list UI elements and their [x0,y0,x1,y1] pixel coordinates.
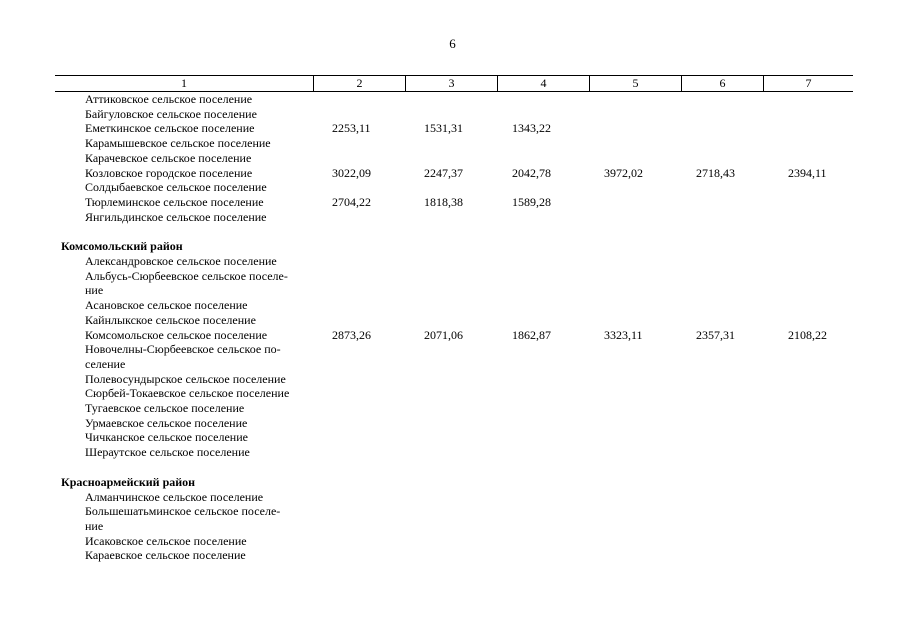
header-col-7: 7 [763,76,853,91]
table-row [55,342,853,357]
header-col-6: 6 [681,76,763,91]
table-row [55,430,853,445]
table-row [55,416,853,431]
value-cell-col-7: 2394,11 [788,165,827,180]
value-cell-col-5: 3323,11 [604,327,643,342]
value-cell-col-4: 2042,78 [512,165,551,180]
table-row [55,151,853,166]
settlement-name: Еметкинское сельское поселение [85,121,255,136]
table-row [55,445,853,460]
value-cell-col-4: 1589,28 [512,194,551,209]
header-col-3: 3 [405,76,497,91]
settlement-name: селение [85,356,126,371]
settlement-name: Александровское сельское поселение [85,254,277,269]
table-row [55,357,853,372]
value-cell-col-3: 2247,37 [424,165,463,180]
table-row [55,283,853,298]
settlement-name: Тюрлеминское сельское поселение [85,194,264,209]
table-row [55,195,853,210]
settlement-name: Тугаевское сельское поселение [85,401,245,416]
table-row [55,313,853,328]
settlement-name: Исаковское сельское поселение [85,533,247,548]
table-body [55,92,853,563]
settlement-name: Новочелны-Сюрбеевское сельское по- [85,342,281,357]
value-cell-col-4: 1343,22 [512,121,551,136]
table-row [55,180,853,195]
table-row [55,504,853,519]
settlement-name: Карамышевское сельское поселение [85,136,271,151]
table-row [55,386,853,401]
settlement-name: Алманчинское сельское поселение [85,489,264,504]
district-row [55,475,853,490]
settlement-name: Чичканское сельское поселение [85,430,248,445]
value-cell-col-7: 2108,22 [788,327,827,342]
value-cell-col-3: 2071,06 [424,327,463,342]
value-cell-col-2: 2873,26 [332,327,371,342]
settlement-name: ние [85,283,104,298]
settlement-name: Шераутское сельское поселение [85,445,250,460]
table-row [55,372,853,387]
header-col-4: 4 [497,76,589,91]
table-row [55,519,853,534]
settlement-name: Большешатьминское сельское поселе- [85,504,281,519]
settlement-name: Альбусь-Сюрбеевское сельское поселе- [85,268,288,283]
header-col-2: 2 [313,76,405,91]
value-cell-col-4: 1862,87 [512,327,551,342]
settlement-name: Байгуловское сельское поселение [85,106,257,121]
header-col-5: 5 [589,76,681,91]
settlement-name: Кайнлыкское сельское поселение [85,312,256,327]
table-row [55,210,853,225]
table-row [55,121,853,136]
value-cell-col-2: 2253,11 [332,121,371,136]
table-header [55,75,853,92]
district-name: Комсомольский район [61,239,183,254]
settlement-name: Полевосундырское сельское поселение [85,371,286,386]
page-number: 6 [449,36,456,51]
table-row [55,328,853,343]
value-cell-col-6: 2718,43 [696,165,735,180]
table-row [55,490,853,505]
settlement-name: Комсомольское сельское поселение [85,327,268,342]
value-cell-col-2: 3022,09 [332,165,371,180]
value-cell-col-5: 3972,02 [604,165,643,180]
table-row [55,254,853,269]
table-row [55,166,853,181]
settlement-name: Янгильдинское сельское поселение [85,209,267,224]
district-name: Красноармейский район [61,474,196,489]
header-col-1: 1 [181,76,187,90]
value-cell-col-3: 1531,31 [424,121,463,136]
settlement-name: Караевское сельское поселение [85,548,246,563]
table-row [55,401,853,416]
settlement-name: Асановское сельское поселение [85,298,248,313]
table-row [55,92,853,107]
table-row [55,107,853,122]
value-cell-col-6: 2357,31 [696,327,735,342]
table-row [55,269,853,284]
settlement-name: Солдыбаевское сельское поселение [85,180,267,195]
table-row [55,298,853,313]
settlement-name: Козловское городское поселение [85,165,253,180]
table-row [55,136,853,151]
value-cell-col-2: 2704,22 [332,194,371,209]
settlement-name: Сюрбей-Токаевское сельское поселение [85,386,290,401]
settlement-name: Урмаевское сельское поселение [85,415,248,430]
settlement-name: Карачевское сельское поселение [85,150,252,165]
table-row [55,534,853,549]
table-row [55,548,853,563]
district-row [55,239,853,254]
settlement-name: Аттиковское сельское поселение [85,92,253,106]
settlement-name: ние [85,518,104,533]
value-cell-col-3: 1818,38 [424,194,463,209]
